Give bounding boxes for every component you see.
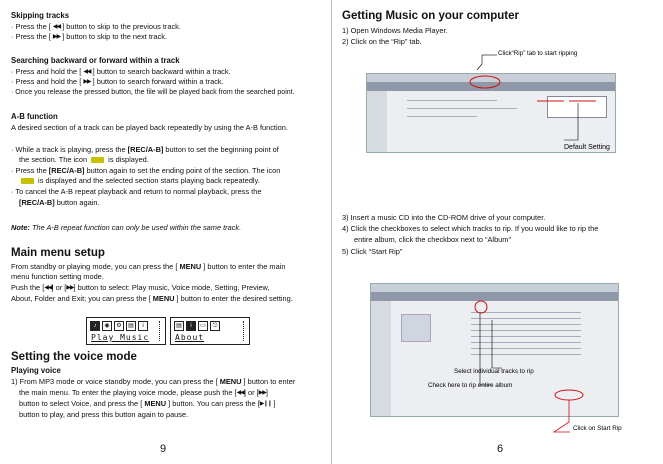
play-pause-icon: ▶❙❙ — [259, 401, 272, 407]
right-page — [332, 0, 663, 464]
skip-prev-line: · Press the [ ◀◀ ] button to skip to the previous track. — [11, 22, 181, 31]
voice-step-1-cont2: button to select Voice, and press the [ MENU ] button. You can press the [▶❙❙ ] — [19, 399, 276, 408]
menu-p2: Push the [◀◀] or [▶▶] button to select: Play music, Voice mode, Setting, Preview, — [11, 283, 270, 292]
lcd-play-music — [86, 317, 166, 345]
menu-p3: About, Folder and Exit; you can press the [ MENU ] button to enter the desired setting. — [11, 294, 293, 303]
left-page — [0, 0, 331, 464]
step-4-cont: entire album, click the checkbox next to “Album” — [354, 235, 511, 244]
lcd-scrollbar — [243, 321, 246, 341]
rip-tab-callout: Click“Rip” tab to start ripping — [498, 50, 578, 57]
lcd-about — [170, 317, 250, 345]
about-icon: i — [138, 321, 148, 331]
lcd-label: About — [175, 333, 205, 342]
playing-voice-subheading: Playing voice — [11, 366, 61, 375]
exit-icon: ⎋ — [210, 321, 220, 331]
menu-heading: Main menu setup — [11, 247, 105, 259]
voice-step-1: 1) From MP3 mode or voice standby mode, you can press the [ MENU ] button to enter — [11, 377, 296, 386]
lcd-label: Play Music — [91, 333, 150, 342]
ab-bullet-1: · While a track is playing, press the [REC/A-B] button to set the beginning point of — [11, 145, 279, 154]
prev-icon: ◀◀ — [83, 69, 91, 75]
search-heading: Searching backward or forward within a track — [11, 56, 180, 65]
folder-icon: ▭ — [198, 321, 208, 331]
ab-bullet-3: · To cancel the A-B repeat playback and return to normal playback, press the — [11, 187, 262, 196]
search-back-line: · Press and hold the [ ◀◀ ] button to search backward within a track. — [11, 67, 231, 76]
ab-heading: A-B function — [11, 112, 58, 121]
ab-repeat-icon — [91, 157, 104, 163]
music-note-icon: ♪ — [90, 321, 100, 331]
page-number: 6 — [497, 443, 504, 455]
voice-icon: ◉ — [102, 321, 112, 331]
preview-icon: ▤ — [126, 321, 136, 331]
ab-repeat-icon — [21, 178, 34, 184]
default-setting-callout: Default Setting — [564, 144, 610, 151]
prev-icon: ◀◀ — [52, 24, 61, 30]
skip-next-line: · Press the [ ▶▶ ] button to skip to the next track. — [11, 32, 167, 41]
ab-note: Note: The A-B repeat function can only be used within the same track. — [11, 223, 242, 232]
ab-bullet-3-cont: [REC/A-B] button again. — [19, 198, 100, 207]
ab-bullet-1-cont: the section. The icon is displayed. — [19, 155, 149, 164]
step-3: 3) Insert a music CD into the CD-ROM drive of your computer. — [342, 213, 546, 222]
start-rip-highlight — [555, 390, 583, 400]
ab-bullet-2: · Press the [REC/A-B] button again to set the ending point of the section. The icon — [11, 166, 281, 175]
search-release-line: · Once you release the pressed button, the file will be played back from the searched point. — [11, 89, 295, 96]
lcd-scrollbar — [159, 321, 162, 341]
start-rip-callout: Click on Start Rip — [573, 425, 622, 432]
next-icon: ▶▶ — [52, 34, 61, 40]
step-5: 5) Click “Start Rip” — [342, 247, 403, 256]
voice-heading: Setting the voice mode — [11, 351, 137, 363]
skipping-heading: Skipping tracks — [11, 11, 70, 20]
voice-step-1-cont3: button to play, and press this button again to pause. — [19, 410, 189, 419]
step-2: 2) Click on the “Rip” tab. — [342, 37, 422, 46]
next-icon: ▶▶ — [66, 285, 74, 291]
prev-icon: ◀◀ — [236, 390, 244, 396]
step-4: 4) Click the checkboxes to select which tracks to rip. If you would like to rip the — [342, 224, 599, 233]
about-icon: i — [186, 321, 196, 331]
annotation-overlay — [332, 0, 663, 464]
preview-icon: ▤ — [174, 321, 184, 331]
settings-icon: ⚙ — [114, 321, 124, 331]
rip-album-callout: Check here to rip entire album — [428, 382, 513, 389]
ab-desc: A desired section of a track can be played back repeatedly by using the A-B function. — [11, 123, 288, 132]
right-heading: Getting Music on your computer — [342, 10, 519, 22]
menu-p1: From standby or playing mode, you can press the [ MENU ] button to enter the main — [11, 262, 286, 271]
next-icon: ▶▶ — [258, 390, 266, 396]
album-checkbox-highlight — [475, 301, 487, 313]
select-tracks-callout: Select individual tracks to rip — [454, 368, 534, 375]
next-icon: ▶▶ — [83, 79, 91, 85]
rip-tab-highlight — [470, 76, 500, 88]
voice-step-1-cont: the main menu. To enter the playing voice mode, please push the [◀◀] or [▶▶] — [19, 388, 268, 397]
search-fwd-line: · Press and hold the [ ▶▶ ] button to search forward within a track. — [11, 77, 224, 86]
ab-bullet-2-cont: is displayed and the selected section starts playing back repeatedly. — [19, 176, 260, 185]
page-number: 9 — [160, 443, 167, 455]
menu-p1-cont: menu function setting mode. — [11, 272, 104, 281]
prev-icon: ◀◀ — [44, 285, 52, 291]
step-1: 1) Open Windows Media Player. — [342, 26, 448, 35]
